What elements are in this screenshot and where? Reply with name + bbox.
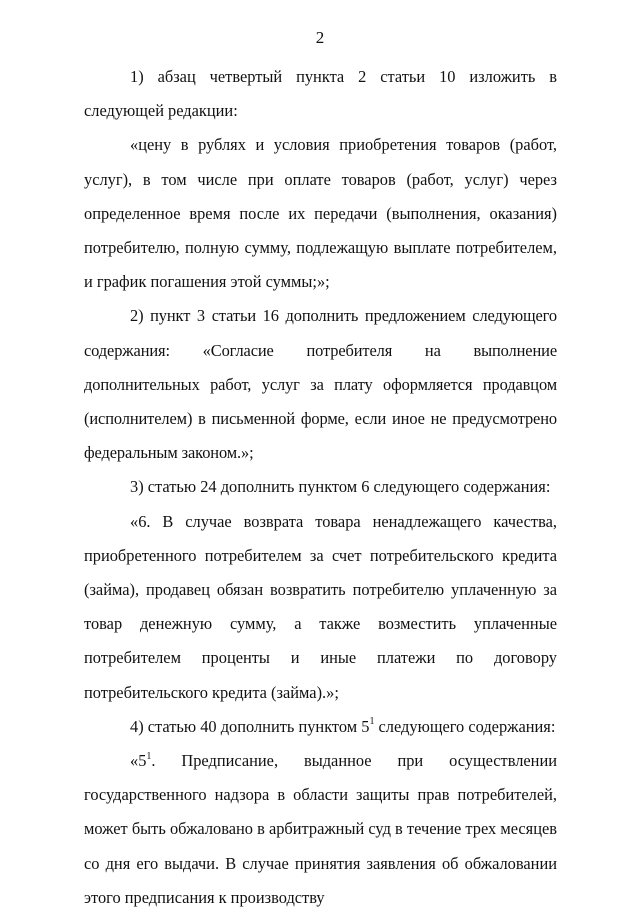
paragraph-point-5-1-lead: «5 [130,751,147,771]
paragraph-amend-article-40-tail: следующего содержания: [374,716,556,736]
paragraph-point-6-quote: «6. В случае возврата товара ненадлежащего качества, приобретенного потребителем за счет потребительского кредита (займа), продавец обязан возвратить потребителю уплаченную за товар денежную сумму, а также возместить уплаченные потребителем проценты и иные платежи по договору потребительского кредита (займа).»; [84,511,557,702]
paragraph-amend-article-16: 2) пункт 3 статьи 16 дополнить предложением следующего содержания: «Согласие потребителя на выполнение дополнительных работ, услуг за плату оформляется продавцом (исполнителем) в письменной форме, если иное не предусмотрено федеральным законом.»; [84,306,557,463]
paragraph-point-5-1-quote [84,744,557,915]
superscript-index: 1 [146,750,152,762]
paragraph-amend-article-10: 1) абзац четвертый пункта 2 статьи 10 изложить в следующей редакции: [84,67,557,121]
page-number: 2 [315,28,325,47]
superscript-index: 1 [369,716,375,728]
paragraph-price-terms-quote: «цену в рублях и условия приобретения товаров (работ, услуг), в том числе при оплате товаров (работ, услуг) через определенное время после их передачи (выполнения, оказания) потребителю, полную сумму, подлежащую выплате потребителем, и график погашения этой суммы;»; [84,135,557,292]
paragraph-amend-article-24: 3) статью 24 дополнить пунктом 6 следующего содержания: [130,477,551,497]
document-body [84,60,557,915]
paragraph-amend-article-40-text: 4) статью 40 дополнить пунктом 5 [130,716,370,736]
paragraph-point-5-1-text: . Предписание, выданное при осуществлении государственного надзора в области защиты прав потребителей, может быть обжаловано в арбитражный суд в течение трех месяцев со дня его выдачи. В случае принятия заявления об обжаловании этого предписания к производству [84,751,557,907]
paragraph-amend-article-40 [84,710,557,744]
